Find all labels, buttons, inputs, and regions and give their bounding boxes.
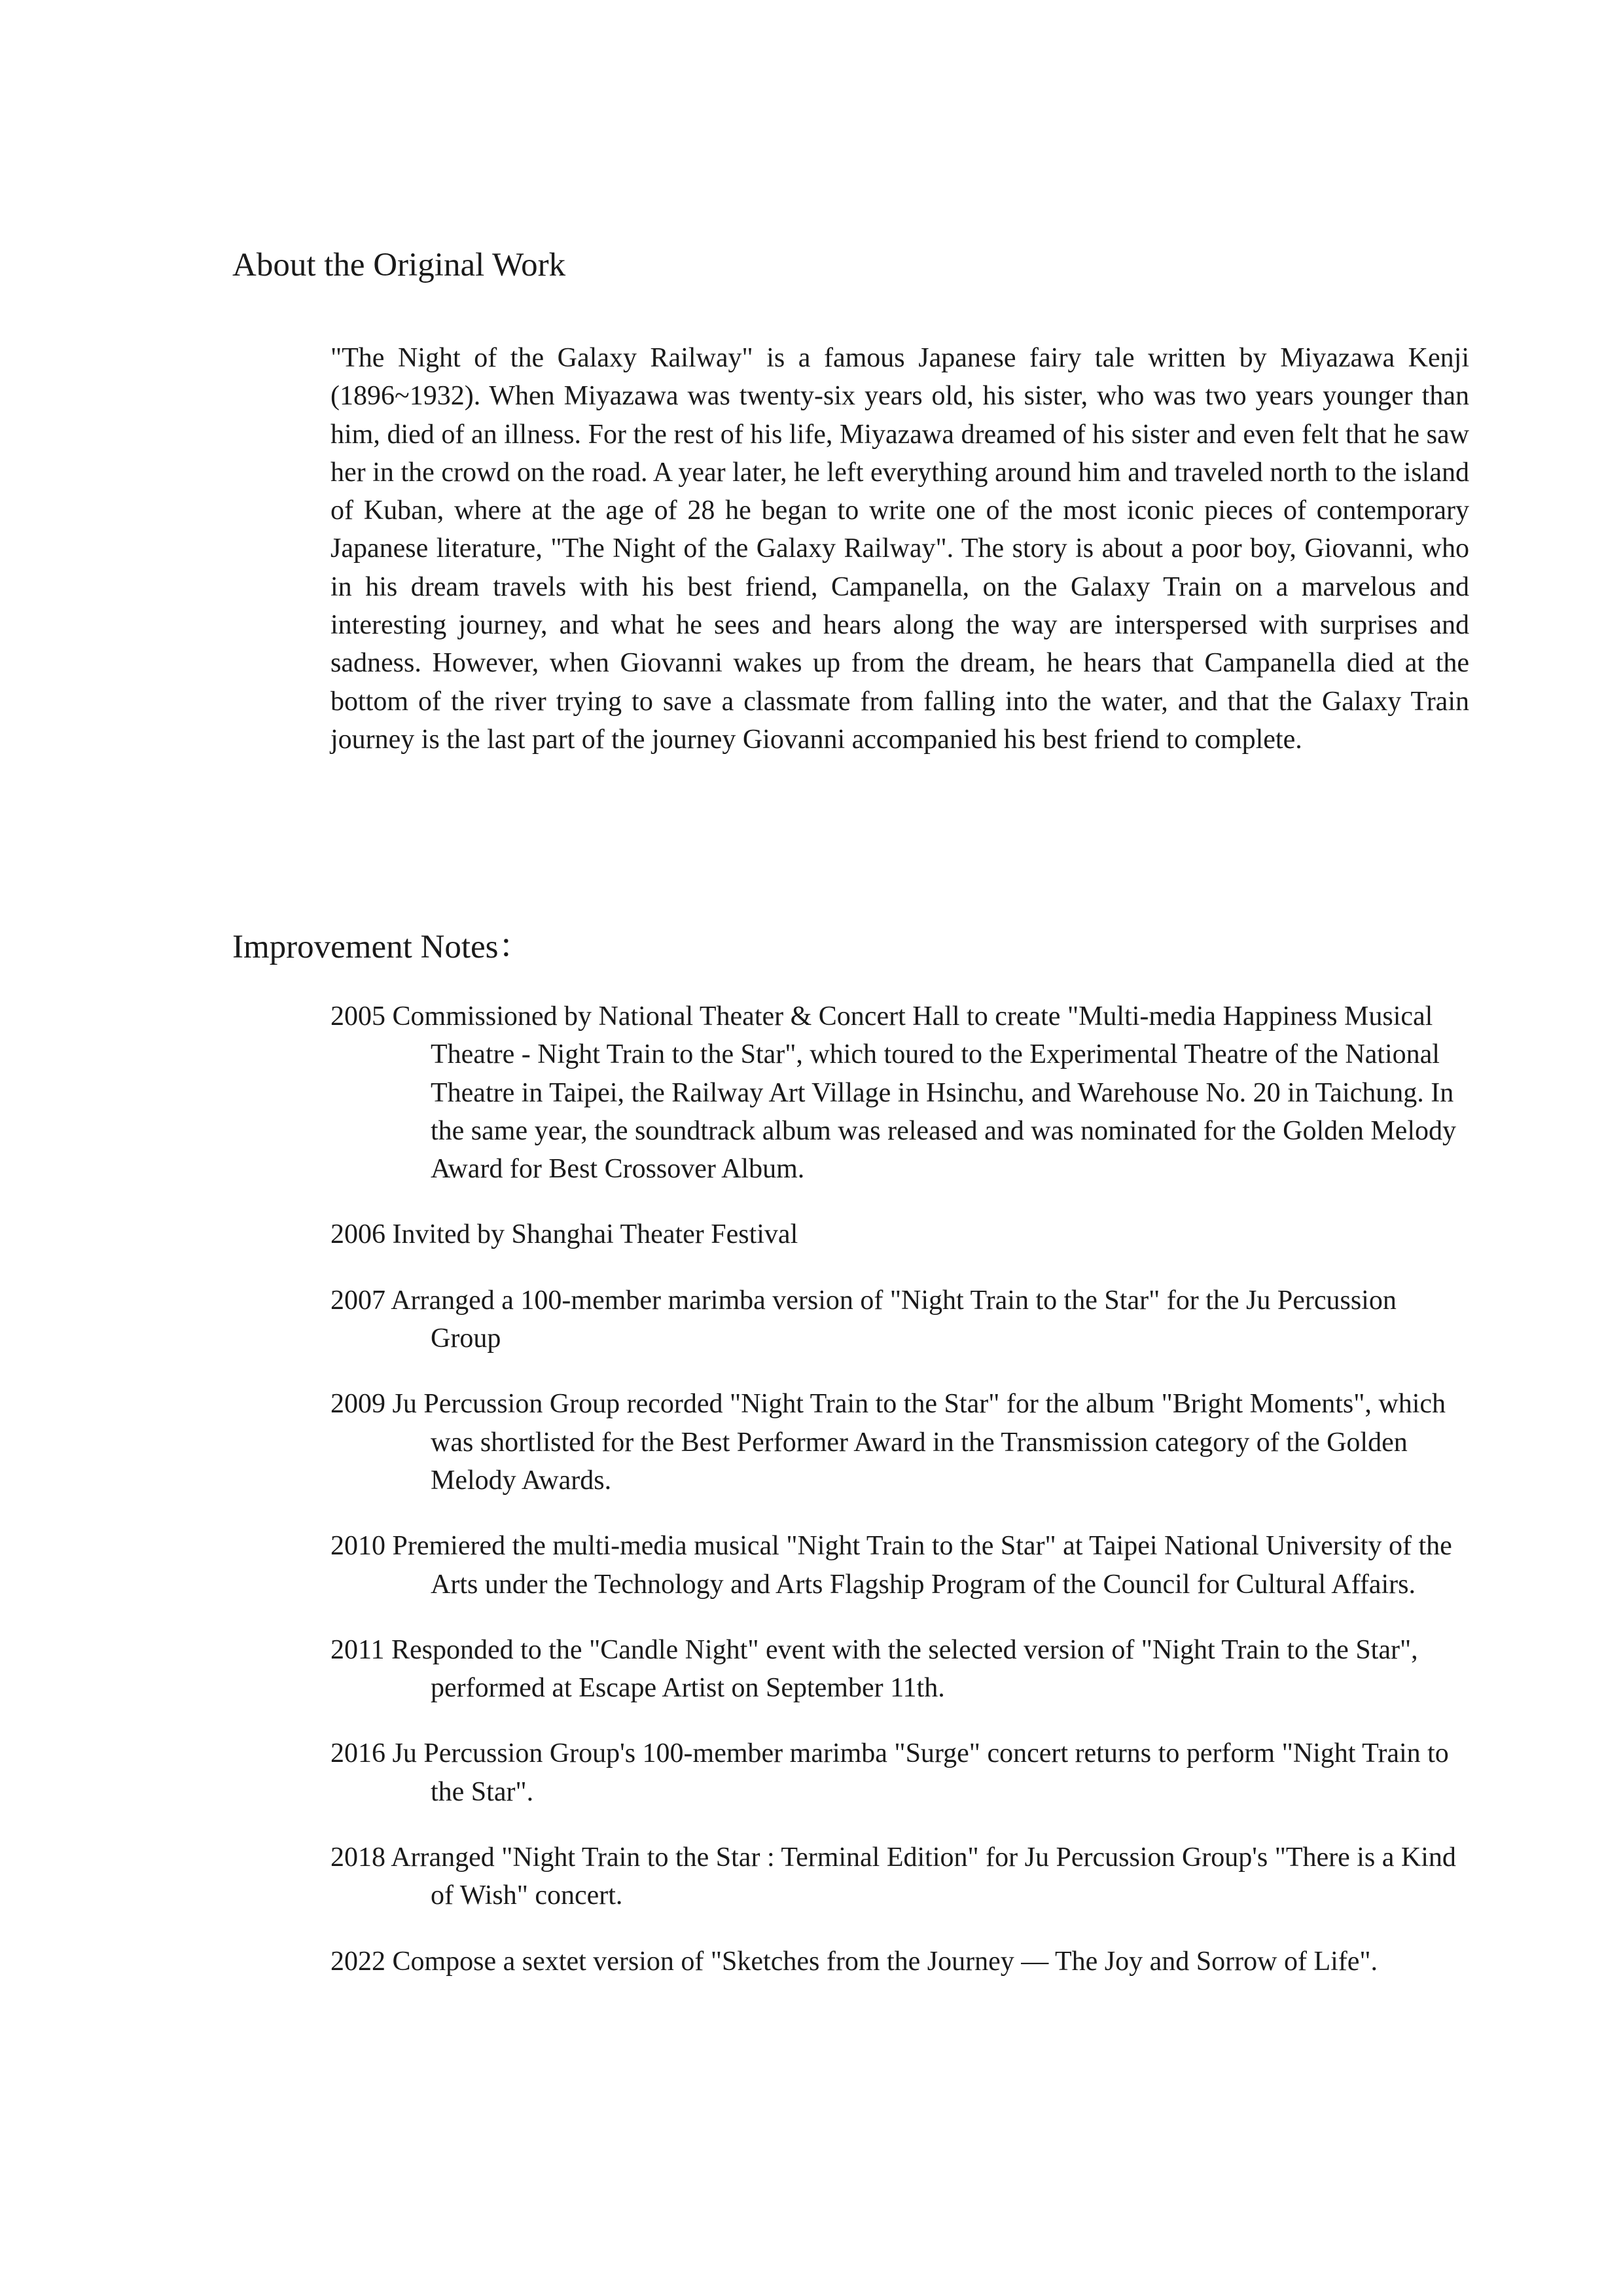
note-item-2022 <box>330 1943 1469 1981</box>
note-year: 2010 <box>330 1531 385 1562</box>
note-item-2018 <box>330 1839 1469 1915</box>
note-item-2016 <box>330 1734 1469 1811</box>
note-item-2011 <box>330 1631 1469 1708</box>
note-text: Ju Percussion Group recorded "Night Train to the Star" for the album "Bright Moments", which was shortlisted for the Best Performer Award in the Transmission category of the Golden Melody Awards. <box>392 1389 1446 1496</box>
note-item-2005 <box>330 997 1469 1188</box>
note-text: Responded to the "Candle Night" event with the selected version of "Night Train to the Star", performed at Escape Artist on September 11th. <box>391 1634 1418 1704</box>
note-text: Ju Percussion Group's 100-member marimba "Surge" concert returns to perform "Night Train to the Star". <box>392 1738 1449 1807</box>
note-text: Arranged a 100-member marimba version of "Night Train to the Star" for the Ju Percussion Group <box>391 1285 1397 1354</box>
improvement-notes-heading: Improvement Notes： <box>232 929 532 965</box>
note-item-2006 <box>330 1215 1469 1253</box>
note-text: Premiered the multi-media musical "Night Train to the Star" at Taipei National University of the Arts under the Technology and Arts Flagship Program of the Council for Cultural Affairs. <box>392 1531 1452 1600</box>
note-text: Arranged "Night Train to the Star : Terminal Edition" for Ju Percussion Group's "There is a Kind of Wish" concert. <box>391 1842 1456 1911</box>
note-year: 2009 <box>330 1389 385 1420</box>
improvement-notes-list <box>330 997 1469 1981</box>
note-item-2009 <box>330 1385 1469 1499</box>
note-year: 2006 <box>330 1219 385 1250</box>
note-year: 2011 <box>330 1634 385 1665</box>
about-paragraph: "The Night of the Galaxy Railway" is a famous Japanese fairy tale written by Miyazawa Kenji (1896~1932). When Miyazawa was twenty-six years old, his sister, who was two years younger than him, died of an illness. For the rest of his life, Miyazawa dreamed of his sister and even felt that he saw her in the crowd on the road. A year later, he left everything around him and traveled north to the island of Kuban, where at the age of 28 he began to write one of the most iconic pieces of contemporary Japanese literature, "The Night of the Galaxy Railway". The story is about a poor boy, Giovanni, who in his dream travels with his best friend, Campanella, on the Galaxy Train on a marvelous and interesting journey, and what he sees and hears along the way are interspersed with surprises and sadness. However, when Giovanni wakes up from the dream, he hears that Campanella died at the bottom of the river trying to save a classmate from falling into the water, and that the Galaxy Train journey is the last part of the journey Giovanni accompanied his best friend to complete. <box>330 343 1469 755</box>
note-item-2010 <box>330 1527 1469 1604</box>
note-year: 2018 <box>330 1842 385 1873</box>
about-heading: About the Original Work <box>232 247 566 283</box>
note-year: 2005 <box>330 1001 385 1031</box>
note-year: 2022 <box>330 1946 385 1977</box>
note-text: Commissioned by National Theater & Concert Hall to create "Multi-media Happiness Musical Theatre - Night Train to the Star", which toured to the Experimental Theatre of the National Theatre in Taipei, the Railway Art Village in Hsinchu, and Warehouse No. 20 in Taichung. In the same year, the soundtrack album was released and was nominated for the Golden Melody Award for Best Crossover Album. <box>392 1001 1456 1185</box>
note-item-2007 <box>330 1282 1469 1358</box>
note-year: 2007 <box>330 1285 385 1316</box>
note-text: Invited by Shanghai Theater Festival <box>392 1219 798 1250</box>
note-year: 2016 <box>330 1738 385 1769</box>
note-text: Compose a sextet version of "Sketches from the Journey — The Joy and Sorrow of Life". <box>392 1946 1378 1977</box>
